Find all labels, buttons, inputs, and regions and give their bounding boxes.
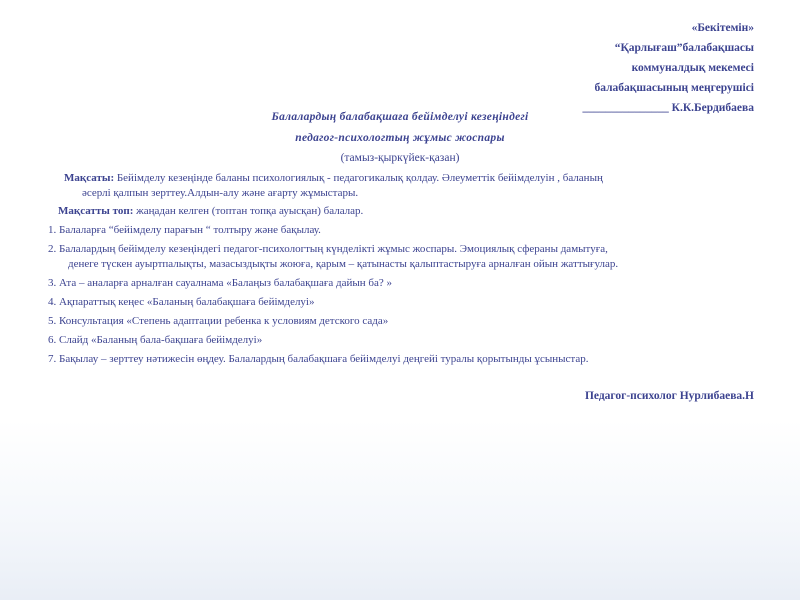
document-subtitle: педагог-психологтың жұмыс жоспары bbox=[295, 132, 505, 144]
approval-line: балабақшасының меңгерушісі bbox=[594, 82, 754, 94]
signature: Педагог-психолог Нурлибаева.Н bbox=[584, 390, 754, 402]
approval-line: “Қарлығаш”балабақшасы bbox=[614, 42, 754, 54]
list-item: 4. Ақпараттық кеңес «Баланың балабақшаға бейімделуі» bbox=[48, 296, 315, 308]
list-item: 5. Консультация «Степень адаптации ребенка к условиям детского сада» bbox=[48, 315, 389, 327]
goal-paragraph-cont: әсерлі қалпын зерттеу.Алдын-алу және ағарту жұмыстары. bbox=[82, 187, 359, 199]
goal-paragraph bbox=[64, 171, 764, 186]
goal-text: Бейімделу кезеңінде баланы психологиялық - педагогикалық қолдау. Әлеуметтік бейімделуін , баланың bbox=[114, 172, 603, 184]
list-item-cont: денеге түскен ауыртпалықты, мазасыздықты жоюға, қарым – қатынасты қалыптастыруға арналған ойын жаттығулар. bbox=[68, 258, 619, 270]
list-item: 1. Балаларға “бейімделу парағын “ толтыру және бақылау. bbox=[48, 224, 321, 236]
target-text: жаңадан келген (топтан топқа ауысқан) балалар. bbox=[133, 205, 364, 217]
approval-block bbox=[582, 18, 754, 118]
approval-line: коммуналдық мекемесі bbox=[631, 62, 754, 74]
list-item: 7. Бақылау – зерттеу нәтижесін өңдеу. Балалардың балабақшаға бейімделуі деңгейі туралы қорытынды ұсыныстар. bbox=[48, 353, 589, 365]
list-item: 2. Балалардың бейімделу кезеңіндегі педагог-психологтың күнделікті жұмыс жоспары. Эмоциялық сфераны дамытуға, bbox=[48, 243, 608, 255]
target-paragraph bbox=[58, 204, 363, 219]
document-period: (тамыз-қыркүйек-қазан) bbox=[340, 152, 460, 164]
goal-label: Мақсаты: bbox=[64, 172, 115, 184]
list-item: 6. Слайд «Баланың бала-бақшаға бейімделуі» bbox=[48, 334, 263, 346]
list-item: 3. Ата – аналарға арналған сауалнама «Балаңыз балабақшаға дайын ба? » bbox=[48, 277, 393, 289]
target-label: Мақсатты топ: bbox=[58, 205, 134, 217]
approval-signature-line: _______________ К.К.Бердибаева bbox=[582, 102, 754, 114]
approval-line: «Бекітемін» bbox=[691, 22, 754, 34]
document-title: Балалардың балабақшаға бейімделуі кезеңіндегі bbox=[271, 111, 529, 123]
